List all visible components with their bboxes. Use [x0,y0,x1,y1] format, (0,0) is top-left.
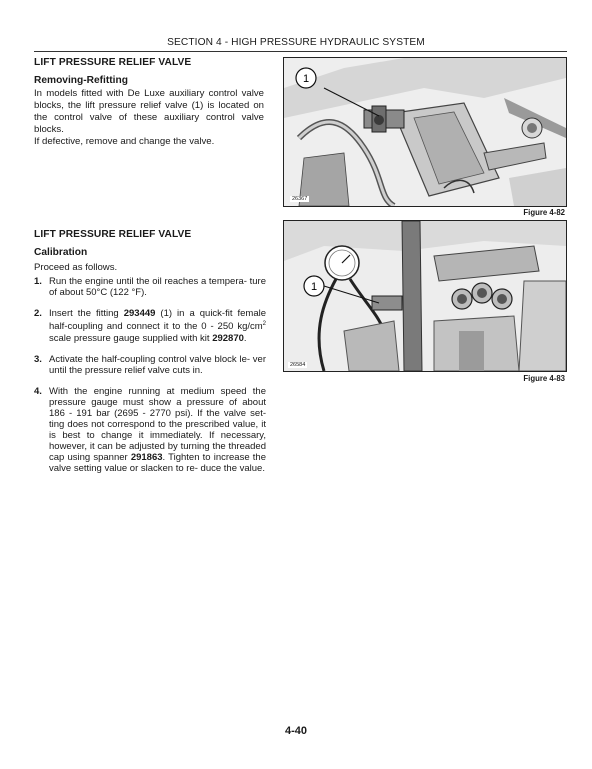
step-4 [34,386,266,475]
header-rule [34,51,567,52]
figure-4-82-photo [283,57,567,207]
figure2-callout-label: 1 [310,281,318,293]
section1-paragraph1: In models fitted with De Luxe auxiliary control valve blocks, the lift pressure relief valve (1) is located on the control valve of these auxiliary control valve blocks. [34,88,264,136]
figure-4-83-caption: Figure 4-83 [523,374,565,383]
step-number: 4. [34,385,42,397]
section2-subtitle: Calibration [34,247,88,258]
step-text: . Tighten to increase the valve setting value or slacken to re- duce the value. [49,452,266,475]
figure-4-83-illustration [284,221,566,371]
step-number: 1. [34,276,42,287]
step-2 [34,308,266,343]
figure2-code: 26584 [290,362,306,368]
step-text: (1) in a quick-fit female half-coupling and connect it to the 0 - 250 kg/cm [49,308,267,333]
section-header: SECTION 4 - HIGH PRESSURE HYDRAULIC SYSTEM [167,37,425,48]
section1-subtitle: Removing-Refitting [34,75,128,86]
step-1 [34,276,266,298]
step-text: Activate the half-coupling control valve block le- ver until the pressure relief valve cuts in. [49,353,266,376]
figure1-callout-label: 1 [302,73,310,85]
step-text: . [243,332,247,344]
calibration-steps [34,276,266,485]
spanner-number: 291863 [130,452,163,464]
section2-intro: Proceed as follows. [34,262,118,273]
figure-4-83-photo [283,220,567,372]
step-number: 2. [34,308,42,320]
step-number: 3. [34,353,42,365]
step-text: With the engine running at medium speed the pressure gauge must show a pressure of about 186 - 191 bar (2695 - 2770 psi). If the valve set- ting does not correspond to the prescribed value, it is best to change it immediately. If necessary, however, it can be adjusted by turning the threaded cap using spanner [49,385,266,464]
page-number: 4-40 [284,725,308,737]
figure-4-82-caption: Figure 4-82 [523,208,565,217]
section1-title: LIFT PRESSURE RELIEF VALVE [34,57,192,68]
step-text: Run the engine until the oil reaches a tempera- ture of about 50°C (122 °F). [49,276,266,299]
section2-title: LIFT PRESSURE RELIEF VALVE [34,229,192,240]
step-text: Insert the fitting [49,308,124,320]
step-3 [34,354,266,376]
section1-paragraph2: If defective, remove and change the valve. [34,136,215,147]
superscript: 2 [262,321,266,328]
step-text: scale pressure gauge supplied with kit [49,332,213,344]
figure-4-82-illustration [284,58,566,206]
figure1-code: 26367 [292,196,308,202]
kit-number: 292870 [212,332,244,344]
part-number: 293449 [123,308,156,320]
